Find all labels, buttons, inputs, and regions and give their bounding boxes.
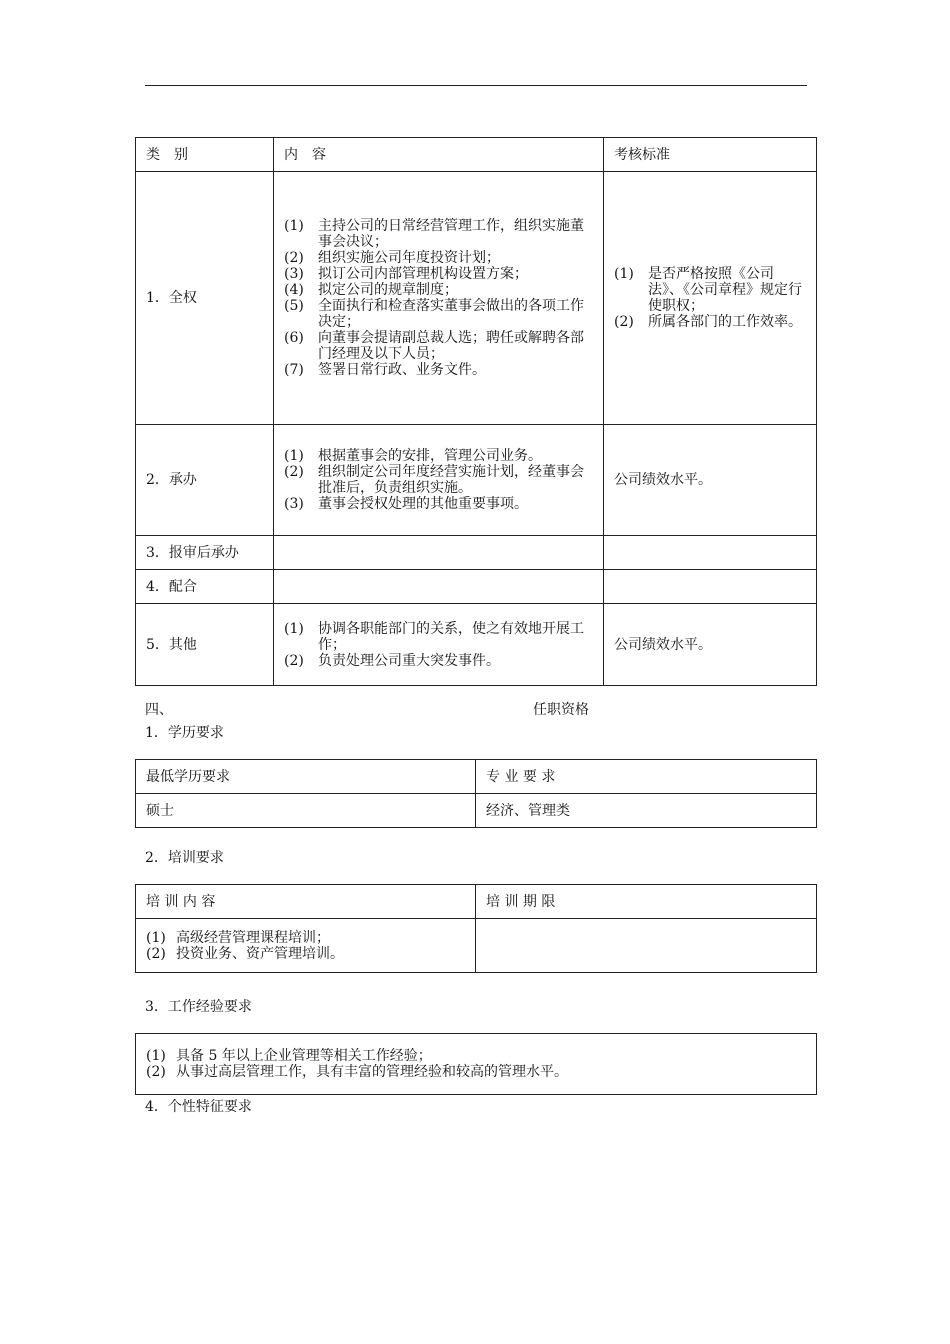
header-criteria: 考核标准 (604, 138, 817, 172)
row-criteria (604, 570, 817, 604)
training-table (135, 884, 817, 973)
table-row (136, 172, 817, 425)
row-category: 1．全权 (136, 172, 274, 425)
training-list (146, 930, 465, 962)
header-content: 内 容 (274, 138, 604, 172)
personality-heading: 4．个性特征要求 (145, 1099, 252, 1115)
criteria-list (614, 266, 806, 330)
list-item: (1) 具备 5 年以上企业管理等相关工作经验； (146, 1048, 432, 1064)
list-item: (5) 全面执行和检查落实董事会做出的各项工作决定； (284, 298, 584, 330)
list-item: (2) 从事过高层管理工作，具有丰富的管理经验和较高的管理水平。 (146, 1064, 568, 1080)
list-item: (2) 组织制定公司年度经营实施计划，经董事会批准后，负责组织实施。 (284, 464, 584, 496)
row-category: 4．配合 (136, 570, 274, 604)
list-item: (1) 是否严格按照《公司法》、《公司章程》规定行使职权； (614, 266, 802, 314)
training-header-content: 培 训 内 容 (136, 885, 476, 919)
list-item: (3) 董事会授权处理的其他重要事项。 (284, 496, 528, 512)
experience-content (136, 1034, 817, 1095)
list-item: (1) 协调各职能部门的关系，使之有效地开展工作； (284, 620, 584, 653)
training-heading: 2．培训要求 (145, 850, 224, 866)
list-item: (2) 所属各部门的工作效率。 (614, 314, 802, 330)
table-row (136, 570, 817, 604)
training-period (476, 919, 817, 973)
list-item: (2) 负责处理公司重大突发事件。 (284, 652, 500, 669)
list-item: (2) 投资业务、资产管理培训。 (146, 945, 344, 962)
content-list (284, 621, 593, 669)
education-degree: 硕士 (136, 794, 476, 828)
header-rule (145, 85, 807, 86)
table-row (136, 536, 817, 570)
row-content (274, 604, 604, 686)
training-header-period: 培 训 期 限 (476, 885, 817, 919)
section-number: 四、 (145, 702, 173, 718)
section-title: 任职资格 (533, 702, 589, 718)
experience-table (135, 1033, 817, 1095)
list-item: (1) 高级经营管理课程培训； (146, 929, 330, 946)
training-content (136, 919, 476, 973)
row-criteria: 公司绩效水平。 (604, 425, 817, 536)
education-table (135, 759, 817, 828)
experience-list (146, 1048, 806, 1080)
list-item: (1) 主持公司的日常经营管理工作，组织实施董事会决议； (284, 218, 584, 250)
row-category: 5．其他 (136, 604, 274, 686)
list-item: (1) 根据董事会的安排，管理公司业务。 (284, 448, 542, 464)
education-heading: 1．学历要求 (145, 725, 224, 741)
content-list (284, 448, 593, 512)
row-content (274, 425, 604, 536)
experience-heading: 3．工作经验要求 (145, 999, 252, 1015)
education-header-degree: 最低学历要求 (136, 760, 476, 794)
row-content (274, 172, 604, 425)
list-item: (6) 向董事会提请副总裁人选；聘任或解聘各部门经理及以下人员； (284, 330, 584, 362)
row-content (274, 570, 604, 604)
table-row (136, 604, 817, 686)
row-content (274, 536, 604, 570)
education-major: 经济、管理类 (476, 794, 817, 828)
list-item: (4) 拟定公司的规章制度； (284, 282, 458, 298)
table-row (136, 425, 817, 536)
list-item: (3) 拟订公司内部管理机构设置方案； (284, 266, 528, 282)
row-category: 2．承办 (136, 425, 274, 536)
education-header-major: 专 业 要 求 (476, 760, 817, 794)
duties-table (135, 137, 817, 686)
row-category: 3．报审后承办 (136, 536, 274, 570)
list-item: (2) 组织实施公司年度投资计划； (284, 250, 500, 266)
list-item: (7) 签署日常行政、业务文件。 (284, 362, 486, 378)
row-criteria (604, 172, 817, 425)
row-criteria: 公司绩效水平。 (604, 604, 817, 686)
header-category: 类 别 (136, 138, 274, 172)
content-list (284, 218, 593, 378)
row-criteria (604, 536, 817, 570)
